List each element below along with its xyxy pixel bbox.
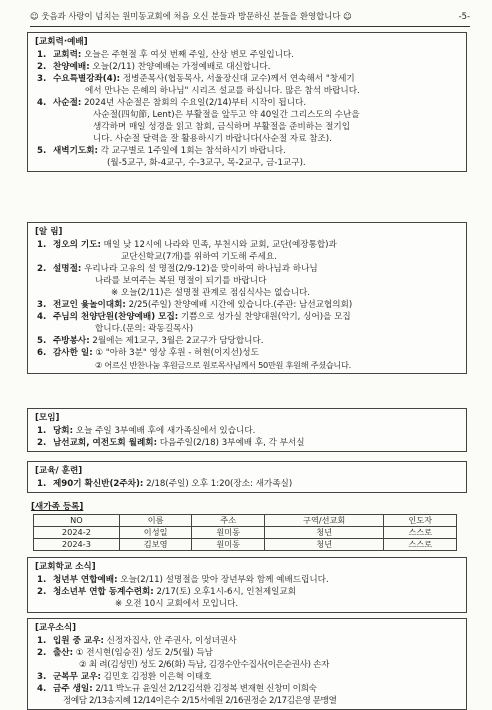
section-title: [새가족 등록] — [31, 502, 84, 512]
list-item: 1. 입원 중 교우: 신정자집사, 안 주권사, 이성녀권사 — [37, 636, 237, 646]
item-label: 정오의 기도: — [53, 240, 101, 250]
page-header — [30, 6, 470, 27]
section-title: [알 림] — [35, 227, 63, 237]
item-label: 새벽기도회: — [53, 146, 98, 156]
item-label: 청소년부 연합 동계수련회: — [53, 587, 154, 597]
item-label: 청년부 연합예배: — [53, 575, 118, 585]
list-item: 4. 주님의 천양단원(찬양예배) 모집: 기쁨으로 성가실 찬양대원(악기, 싱어)을 모집 합니다.(문의: 곽동길목사) — [37, 312, 351, 334]
item-label: 찬양예배: — [53, 62, 90, 72]
list-item: 4. 사순절: 2024년 사순절은 참회의 수요일(2/14)부터 시작이 됩니다. 사순절(四旬節, Lent)은 부활절을 앞두고 약 40일간 그리스도의 수난을 생각하며 매일 성경을 읽고 참회, 금식하며 부활절을 준비하는 절기입 니다. 사순절 달력을 잘 활용하시기 바랍니다(사순절 자료 참조). — [37, 98, 360, 144]
item-label: 남선교회, 여전도회 월례회: — [53, 438, 158, 448]
item-label: 입원 중 교우: — [53, 636, 104, 646]
section-title: [교회력·예배] — [35, 37, 88, 47]
item-label: 주님의 천양단원(찬양예배) 모집: — [53, 312, 179, 322]
news-section — [27, 222, 467, 374]
list-item: 5. 새벽기도회: 각 교구별로 1주일에 1회는 참석하시기 바랍니다. (월-5교구, 화-4교구, 수-3교구, 목-2교구, 금-1교구). — [37, 146, 306, 168]
table-row: 2024-2 이성일 원미동 청년 스스로 — [34, 527, 457, 539]
list-item: 3. 수요특별강좌(4): 정병준목사(협동목사, 서울장신대 교수)께서 연속해서 "창세기 에서 만나는 은혜의 하나님" 시리즈 설교를 하십니다. 많은 참석 바랍니다. — [37, 74, 360, 96]
list-item: 3. 전교인 윷놀이대회: 2/25(주일) 찬양예배 시간에 있습니다.(주관: 남선교협의회) — [37, 300, 353, 310]
training-section — [27, 461, 467, 493]
list-item: 4. 금주 생일: 2/11 박노규 윤일선 2/12김석환 김정복 변재현 신창미 이희숙 정예담 2/13송지혜 12/14이은수 2/15서예원 2/16권정순 2/17김은영 문맹열 — [37, 684, 337, 706]
item-label: 제90기 확신반(2주차): — [53, 479, 144, 489]
item-label: 전교인 윷놀이대회: — [53, 300, 126, 310]
list-item: 3. 군복무 교우: 김민호 김정환 이은혁 이태호 — [37, 672, 212, 682]
item-label: 출산: — [53, 648, 74, 658]
table-header-row: NO 이름 주소 구역/선교회 인도자 — [34, 515, 457, 527]
members-section — [27, 618, 467, 710]
list-item: 5. 주방봉사: 2월에는 제1교구, 3월은 2교구가 담당합니다. — [37, 336, 264, 346]
item-label: 주방봉사: — [53, 336, 90, 346]
item-label: 당회: — [53, 426, 74, 436]
list-item: 6. 감사한 일: ① "아하 3분" 영상 후원 - 허현(이지선)성도 ② 어르신 반찬나눔 후원금으로 원로목사님께서 50만원 후원해 주셨습니다. — [37, 348, 351, 370]
section-title: [교육/ 훈련] — [35, 466, 83, 476]
newfamily-section — [27, 501, 467, 553]
list-item: 2. 설명절: 우리나라 고유의 설 명절(2/9-12)을 맞이하여 하나님과 하나님 나라를 보여주는 복된 명절이 되기를 바랍니다 ※ 오늘(2/11)은 설명절 관계로 점심식사는 없습니다. — [37, 264, 318, 298]
list-item: 1. 정오의 기도: 매일 낮 12시에 나라와 민족, 부천시와 교회, 교단(예장통합)과 교단신학교(7개)를 위하여 기도해 주세요. — [37, 240, 337, 262]
list-item: 1. 교회력: 오늘은 주현절 후 여섯 번째 주일, 산상 변모 주일입니다. — [37, 50, 295, 60]
item-label: 교회력: — [53, 50, 82, 60]
list-item: 2. 남선교회, 여전도회 월례회: 다음주일(2/18) 3부예배 후, 각 부서실 — [37, 438, 305, 448]
list-item: 1. 청년부 연합예배: 오늘(2/11) 설명절을 맞아 장년부와 함께 예배드립니다. — [37, 575, 329, 585]
newfamily-table — [33, 514, 457, 551]
item-label: 수요특별강좌(4): — [53, 74, 121, 84]
section-title: [모임] — [35, 413, 60, 423]
section-title: [교우소식] — [35, 623, 77, 633]
meeting-section — [27, 408, 467, 452]
list-item: 2. 찬양예배: 오늘(2/11) 찬양예배는 가정예배로 대신합니다. — [37, 62, 271, 72]
page-number: -5- — [458, 11, 470, 21]
table-row: 2024-3 김보영 원미동 청년 스스로 — [34, 539, 457, 551]
item-label: 감사한 일: — [53, 348, 93, 358]
item-label: 사순절: — [53, 98, 82, 108]
section-title: [교회학교 소식] — [35, 562, 96, 572]
item-label: 설명절: — [53, 264, 82, 274]
item-label: 금주 생일: — [53, 684, 93, 694]
list-item: 1. 제90기 확신반(2주차): 2/18(주일) 오후 1:20(장소: 새가족실) — [37, 479, 293, 489]
worship-section — [27, 32, 467, 172]
list-item: 2. 청소년부 연합 동계수련회: 2/17(토) 오후1시-6시, 인천제일교회 ※ 오전 10시 교회에서 모입니다. — [37, 587, 297, 609]
header-welcome: ☺ 웃음과 사랑이 넘치는 원미동교회에 처음 오신 분들과 방문하신 분들을 환영합니다 ☺ — [30, 11, 352, 21]
list-item: 1. 당회: 오늘 주일 3부예배 후에 새가족실에서 있습니다. — [37, 426, 256, 436]
item-label: 군복무 교우: — [53, 672, 101, 682]
list-item: 2. 출산: ① 전시현(임승진) 성도 2/5(월) 득남 ② 최 려(김성민) 성도 2/6(화) 득남, 김경수안수집사(이은순권사) 손자 — [37, 648, 330, 670]
school-section — [27, 557, 467, 613]
